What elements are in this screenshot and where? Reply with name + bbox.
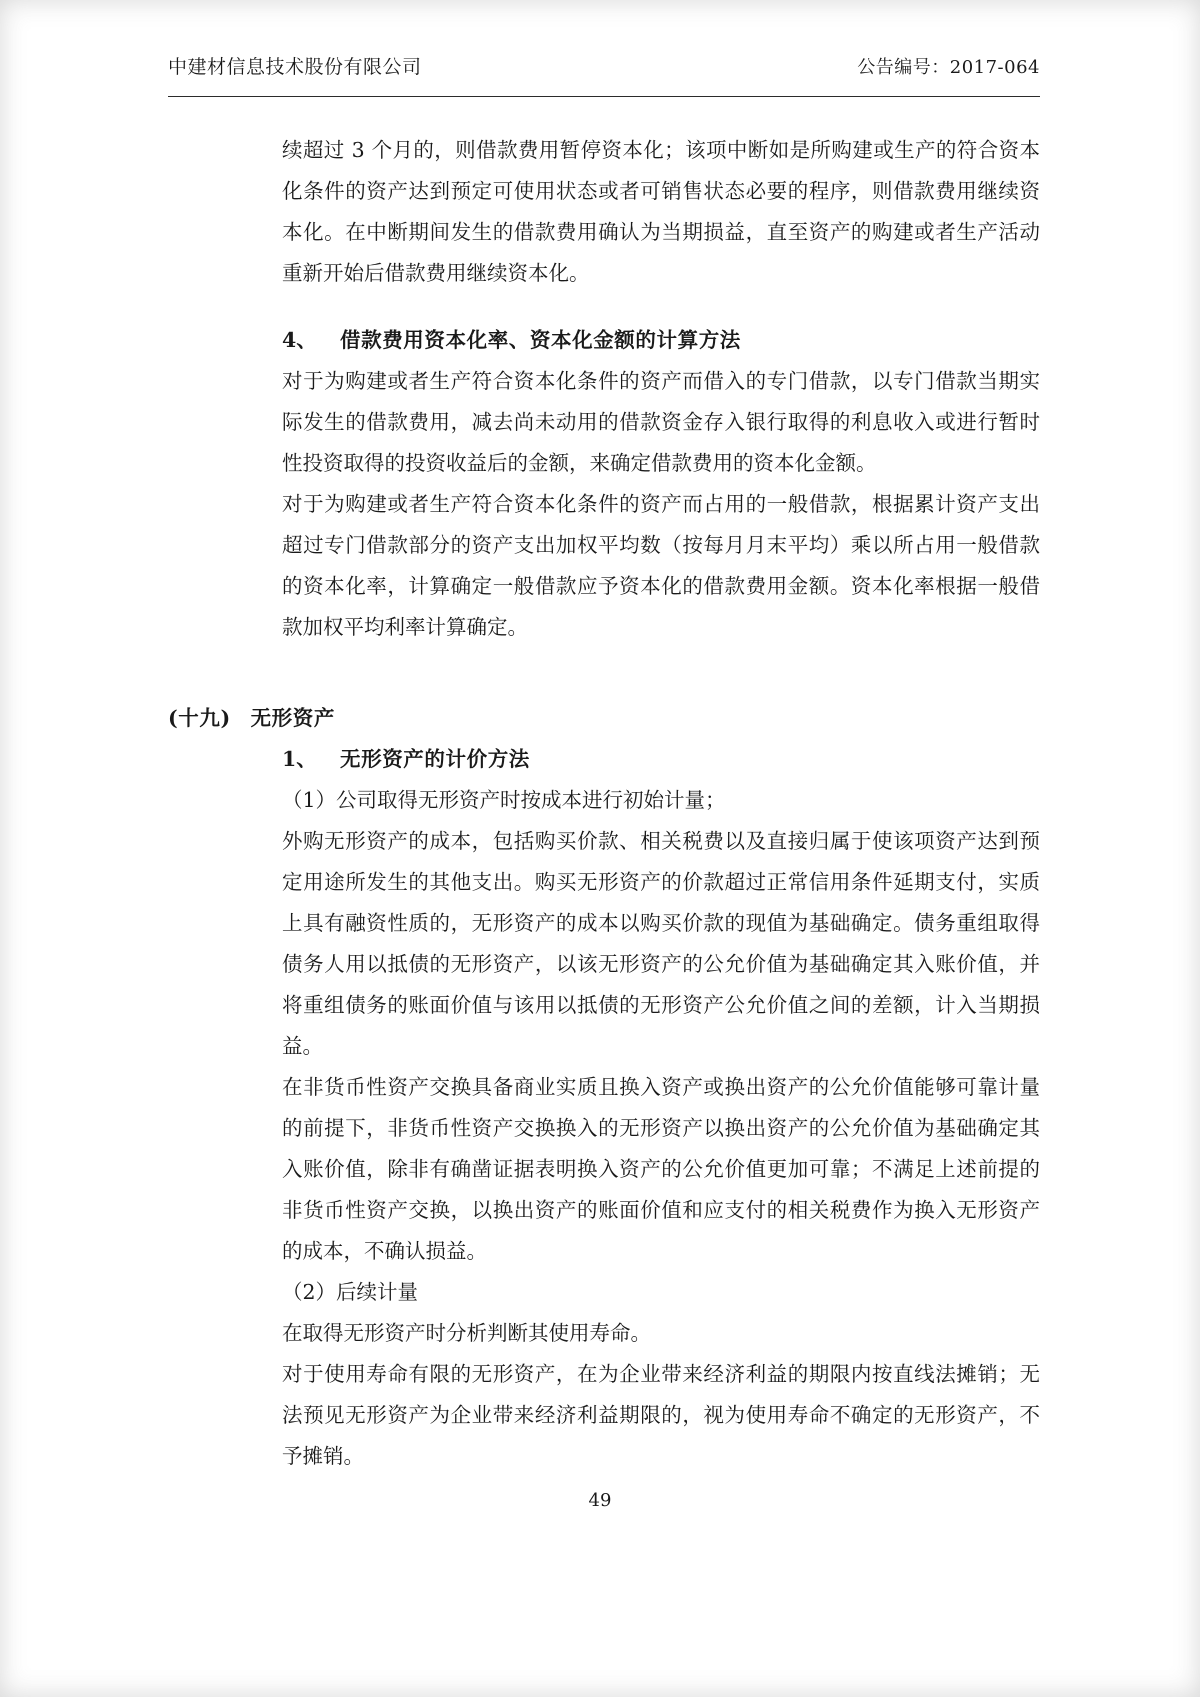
paragraph-item4-1: 对于为购建或者生产符合资本化条件的资产而借入的专门借款，以专门借款当期实际发生的借款费用，减去尚未动用的借款资金存入银行取得的利息收入或进行暂时性投资取得的投资收益后的金额，来确定借款费用的资本化金额。 [282, 369, 1040, 475]
heading-item-4 [282, 320, 1040, 361]
paragraph-sub2-2: 对于使用寿命有限的无形资产，在为企业带来经济利益的期限内按直线法摊销；无法预见无形资产为企业带来经济利益期限的，视为使用寿命不确定的无形资产，不予摊销。 [282, 1362, 1040, 1468]
heading-item-1-title: 无形资产的计价方法 [340, 747, 530, 771]
heading-item-1 [282, 739, 1040, 780]
paragraph-item4-2: 对于为购建或者生产符合资本化条件的资产而占用的一般借款，根据累计资产支出超过专门借款部分的资产支出加权平均数（按每月月末平均）乘以所占用一般借款的资本化率，计算确定一般借款应予资本化的借款费用金额。资本化率根据一般借款加权平均利率计算确定。 [282, 492, 1040, 639]
heading-item-4-number: 4、 [282, 328, 317, 352]
page-content [168, 130, 1040, 1477]
heading-section-19 [168, 698, 1040, 739]
header-company-name: 中建材信息技术股份有限公司 [168, 56, 422, 78]
heading-item-1-number: 1、 [282, 747, 317, 771]
heading-section-19-title: 无形资产 [250, 706, 335, 730]
paragraph-sub1-1: 外购无形资产的成本，包括购买价款、相关税费以及直接归属于使该项资产达到预定用途所发生的其他支出。购买无形资产的价款超过正常信用条件延期支付，实质上具有融资性质的，无形资产的成本以购买价款的现值为基础确定。债务重组取得债务人用以抵债的无形资产，以该无形资产的公允价值为基础确定其入账价值，并将重组债务的账面价值与该用以抵债的无形资产公允价值之间的差额，计入当期损益。 [282, 829, 1040, 1058]
paragraph-sub1-title: （1）公司取得无形资产时按成本进行初始计量； [282, 788, 726, 812]
paragraph-sub1-2: 在非货币性资产交换具备商业实质且换入资产或换出资产的公允价值能够可靠计量的前提下，非货币性资产交换换入的无形资产以换出资产的公允价值为基础确定其入账价值，除非有确凿证据表明换入资产的公允价值更加可靠；不满足上述前提的非货币性资产交换，以换出资产的账面价值和应支付的相关税费作为换入无形资产的成本，不确认损益。 [282, 1075, 1040, 1263]
heading-section-19-label: (十九) [168, 706, 231, 730]
paragraph-sub2-1: 在取得无形资产时分析判断其使用寿命。 [282, 1321, 651, 1345]
header-divider [168, 96, 1040, 97]
spacer [168, 648, 1040, 698]
heading-item-4-title: 借款费用资本化率、资本化金额的计算方法 [340, 328, 741, 352]
spacer [168, 294, 1040, 320]
paragraph-continued: 续超过 3 个月的，则借款费用暂停资本化；该项中断如是所购建或生产的符合资本化条件的资产达到预定可使用状态或者可销售状态必要的程序，则借款费用继续资本化。在中断期间发生的借款费用确认为当期损益，直至资产的购建或者生产活动重新开始后借款费用继续资本化。 [282, 138, 1040, 285]
paragraph-sub2-title: （2）后续计量 [282, 1280, 419, 1304]
header-announcement-number: 公告编号：2017-064 [857, 57, 1040, 78]
page-number: 49 [588, 1490, 612, 1511]
page-header [168, 52, 1040, 79]
